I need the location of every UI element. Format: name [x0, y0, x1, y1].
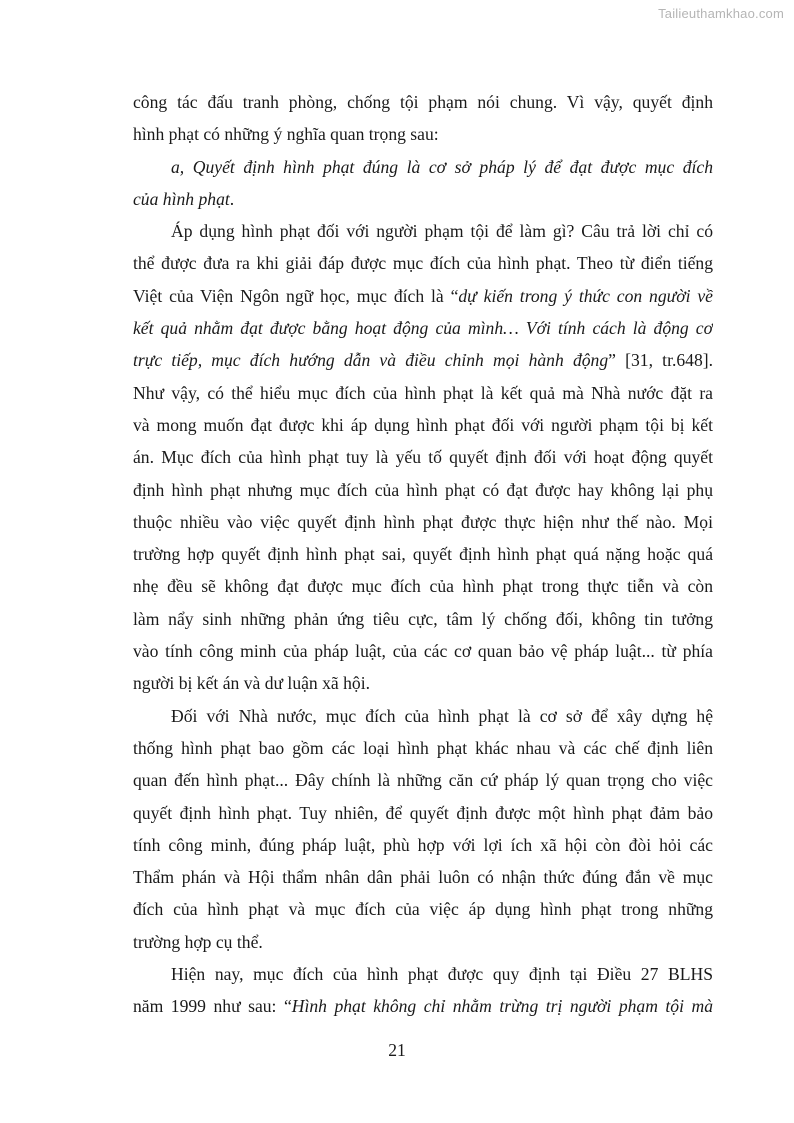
- text-line: [133, 829, 713, 861]
- citation: ” [31, tr.648].: [608, 350, 713, 371]
- section-heading-line: [133, 151, 713, 183]
- text-segment: và mong muốn đạt được khi áp dụng hình phạt đối với người phạm tội bị kết: [133, 414, 713, 435]
- text-line: [133, 958, 713, 990]
- quote-segment: dự kiến trong ý thức con người về: [458, 285, 713, 306]
- text-segment: trường hợp quyết định hình phạt sai, quyết định hình phạt quá nặng hoặc quá: [133, 544, 713, 565]
- text-line: [133, 474, 713, 506]
- text-line: [133, 797, 713, 829]
- text-segment: Đối với Nhà nước, mục đích của hình phạt là cơ sở để xây dựng hệ: [171, 705, 713, 726]
- text-line: [133, 344, 713, 376]
- text-segment: vào tính công minh của pháp luật, của các cơ quan bảo vệ pháp luật... từ phía: [133, 641, 713, 662]
- text-segment: đích của hình phạt và mục đích của việc áp dụng hình phạt trong những: [133, 899, 713, 920]
- text-line: [133, 635, 713, 667]
- text-line: [133, 538, 713, 570]
- text-segment: thống hình phạt bao gồm các loại hình phạt khác nhau và các chế định liên: [133, 737, 713, 758]
- text-segment: quyết định hình phạt. Tuy nhiên, để quyết định được một hình phạt đảm bảo: [133, 802, 713, 823]
- section-heading-line: [133, 183, 713, 215]
- text-segment: Hiện nay, mục đích của hình phạt được quy định tại Điều 27 BLHS: [171, 964, 713, 985]
- text-segment: án. Mục đích của hình phạt tuy là yếu tố quyết định đối với hoạt động quyết: [133, 447, 713, 468]
- text-line: [133, 215, 713, 247]
- text-segment: Việt của Viện Ngôn ngữ học, mục đích là “: [133, 285, 459, 306]
- text-segment: công tác đấu tranh phòng, chống tội phạm nói chung. Vì vậy, quyết định: [133, 92, 713, 112]
- text-line: [133, 926, 713, 958]
- text-segment: trường hợp cụ thể.: [133, 931, 263, 952]
- text-line: [133, 118, 713, 150]
- text-segment: hình phạt có những ý nghĩa quan trọng sau:: [133, 124, 439, 145]
- text-segment: tính công minh, đúng pháp luật, phù hợp với lợi ích xã hội còn đòi hỏi các: [133, 834, 713, 855]
- page-number: 21: [388, 1040, 406, 1060]
- text-line: [133, 312, 713, 344]
- text-line: [133, 893, 713, 925]
- document-page: [133, 86, 713, 1023]
- text-segment: của hình phạt: [133, 188, 230, 209]
- text-segment: .: [229, 188, 235, 209]
- quote-segment: kết quả nhằm đạt được bằng hoạt động của mình… Với tính cách là động cơ: [133, 318, 713, 339]
- text-segment: quan đến hình phạt... Đây chính là những căn cứ pháp lý quan trọng cho việc: [133, 770, 713, 791]
- text-line: [133, 86, 713, 118]
- text-segment: định hình phạt nhưng mục đích của hình phạt có đạt được hay không lại phụ: [133, 479, 713, 500]
- text-segment: làm nẩy sinh những phản ứng tiêu cực, tâm lý chống đối, không tin tưởng: [133, 608, 713, 629]
- watermark: Tailieuthamkhao.com: [658, 6, 784, 21]
- text-line: [133, 700, 713, 732]
- quote-segment: Hình phạt không chỉ nhằm trừng trị người phạm tội mà: [291, 996, 713, 1017]
- text-segment: nhẹ đều sẽ không đạt được mục đích của hình phạt trong thực tiễn và còn: [133, 576, 713, 597]
- text-segment: thuộc nhiều vào việc quyết định hình phạt được thực hiện như thế nào. Mọi: [133, 511, 713, 532]
- text-line: [133, 764, 713, 796]
- text-line: [133, 603, 713, 635]
- text-line: [133, 441, 713, 473]
- text-line: [133, 990, 713, 1022]
- text-segment: Như vậy, có thể hiểu mục đích của hình phạt là kết quả mà Nhà nước đặt ra: [133, 382, 713, 403]
- text-segment: người bị kết án và dư luận xã hội.: [133, 673, 371, 694]
- text-line: [133, 377, 713, 409]
- quote-segment: trực tiếp, mục đích hướng dẫn và điều chỉnh mọi hành động: [133, 350, 609, 371]
- text-segment: Thẩm phán và Hội thẩm nhân dân phải luôn có nhận thức đúng đắn về mục: [133, 867, 713, 888]
- text-line: [133, 861, 713, 893]
- text-line: [133, 570, 713, 602]
- text-segment: Áp dụng hình phạt đối với người phạm tội để làm gì? Câu trả lời chỉ có: [171, 221, 713, 242]
- text-line: [133, 247, 713, 279]
- text-line: [133, 409, 713, 441]
- text-line: [133, 732, 713, 764]
- text-segment: năm 1999 như sau: “: [133, 996, 292, 1017]
- text-line: [133, 667, 713, 699]
- text-line: [133, 506, 713, 538]
- text-line: [133, 280, 713, 312]
- text-segment: thể được đưa ra khi giải đáp được mục đích của hình phạt. Theo từ điển tiếng: [133, 253, 713, 274]
- text-segment: a, Quyết định hình phạt đúng là cơ sở pháp lý để đạt được mục đích: [171, 156, 713, 177]
